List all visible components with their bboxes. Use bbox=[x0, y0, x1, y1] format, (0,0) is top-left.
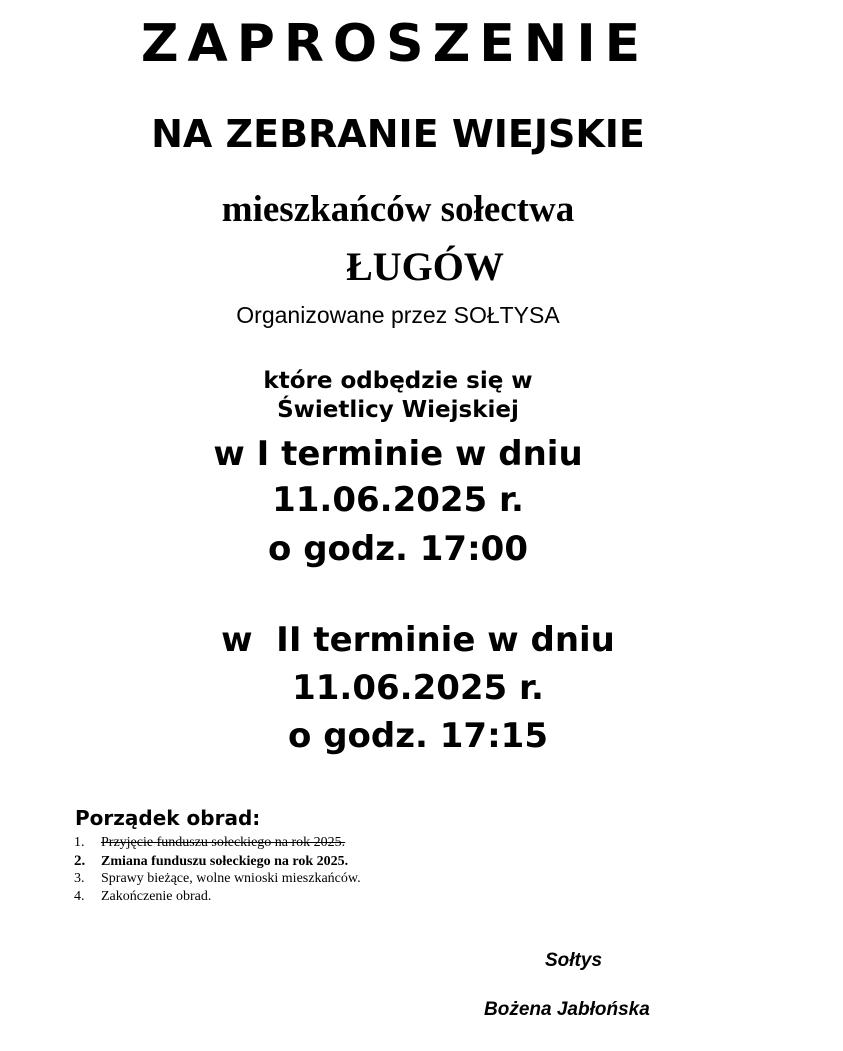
page-subtitle: NA ZEBRANIE WIEJSKIE bbox=[151, 112, 645, 156]
agenda-item-number: 2. bbox=[74, 853, 86, 869]
agenda-item-number: 1. bbox=[74, 835, 85, 850]
second-term-time: o godz. 17:15 bbox=[288, 716, 548, 756]
first-term-label: w I terminie w dniu bbox=[213, 434, 583, 474]
agenda-item-text: Zakończenie obrad. bbox=[101, 889, 212, 904]
first-term-time: o godz. 17:00 bbox=[268, 529, 528, 569]
page-title: ZAPROSZENIE bbox=[140, 14, 650, 74]
agenda-item-number: 4. bbox=[74, 889, 85, 904]
second-term-label: w II terminie w dniu bbox=[221, 620, 615, 660]
organizer-line: Organizowane przez SOŁTYSA bbox=[236, 302, 560, 328]
village-name: ŁUGÓW bbox=[346, 244, 504, 289]
agenda-item-number: 3. bbox=[74, 871, 85, 886]
venue-line-1: które odbędzie się w bbox=[263, 368, 533, 394]
agenda-item bbox=[74, 870, 361, 888]
agenda-item-text: Zmiana funduszu sołeckiego na rok 2025. bbox=[101, 854, 349, 869]
agenda-item bbox=[74, 888, 361, 906]
agenda-item-text: Sprawy bieżące, wolne wnioski mieszkańców. bbox=[101, 871, 361, 886]
agenda-item bbox=[74, 834, 361, 852]
signature-role: Sołtys bbox=[545, 950, 603, 971]
agenda-item-text: Przyjęcie funduszu sołeckiego na rok 2025. bbox=[101, 835, 346, 850]
first-term-date: 11.06.2025 r. bbox=[272, 480, 524, 520]
agenda-list bbox=[74, 834, 361, 906]
residents-line: mieszkańców sołectwa bbox=[221, 189, 575, 230]
agenda-item bbox=[74, 852, 361, 870]
second-term-date: 11.06.2025 r. bbox=[292, 668, 544, 708]
agenda-heading: Porządek obrad: bbox=[75, 806, 261, 830]
signature-name: Bożena Jabłońska bbox=[484, 999, 650, 1020]
venue-line-2: Świetlicy Wiejskiej bbox=[277, 397, 519, 423]
